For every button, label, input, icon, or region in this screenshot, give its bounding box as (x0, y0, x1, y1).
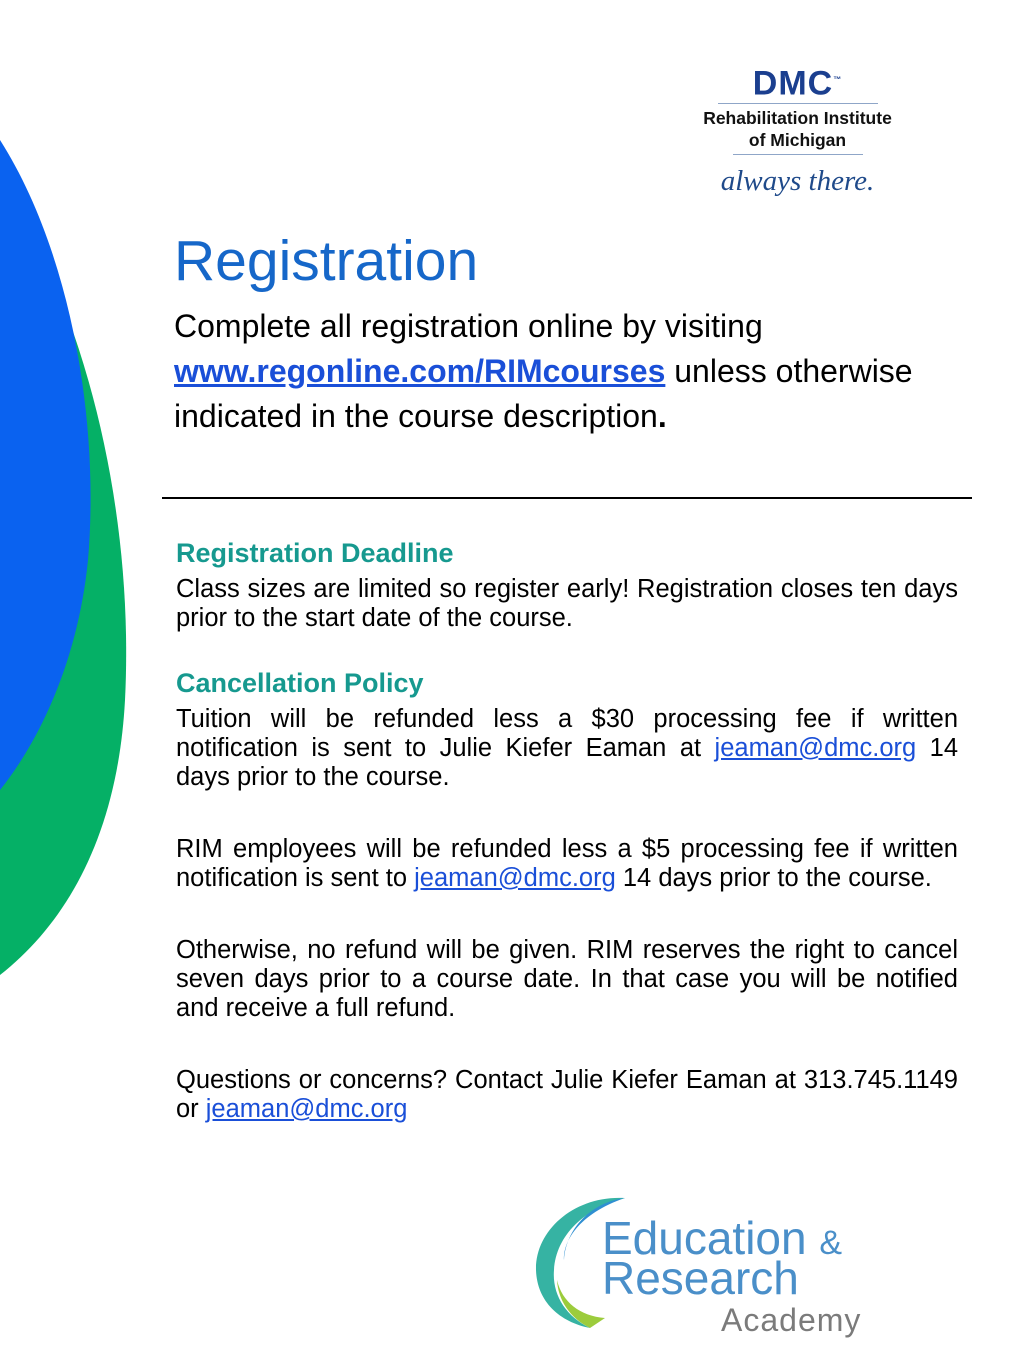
paragraph-text: 14 days prior to the course. (615, 864, 932, 892)
page-title: Registration (174, 229, 479, 293)
email-link[interactable]: jeaman@dmc.org (714, 734, 917, 762)
intro-period: . (657, 398, 667, 434)
logo-line-2: of Michigan (748, 130, 847, 151)
dmc-logo-mark: DMC™ (752, 64, 843, 103)
registration-deadline-heading: Registration Deadline (176, 538, 454, 568)
spacer (176, 792, 958, 835)
paragraph-text: RIM employees will be refunded less a $5 processing fee if written notification is sent to (176, 835, 958, 892)
logo-text-academy: Academy (721, 1302, 862, 1338)
decorative-side-shapes (0, 0, 140, 1000)
cancellation-paragraph-1 (176, 705, 958, 792)
intro-paragraph (174, 304, 954, 439)
registration-link[interactable]: www.regonline.com/RIMcourses (174, 353, 666, 389)
intro-text-end: unless otherwise indicated in the course description (174, 353, 913, 434)
logo-ampersand: & (819, 1224, 843, 1262)
logo-tagline: always there. (720, 165, 875, 198)
logo-line-1: Rehabilitation Institute (703, 108, 892, 129)
spacer (176, 1023, 958, 1066)
email-link[interactable]: jeaman@dmc.org (205, 1095, 408, 1123)
logo-text-education: Education (602, 1212, 807, 1264)
main-content (176, 535, 958, 1124)
paragraph-text: Tuition will be refunded less a $30 processing fee if written notification is sent to Julie Kiefer Eaman at (176, 705, 958, 762)
paragraph-text: 14 days prior to the course. (176, 734, 959, 791)
paragraph-text: Questions or concerns? Contact Julie Kiefer Eaman at 313.745.1149 or (176, 1066, 958, 1123)
intro-text-start: Complete all registration online by visiting (174, 308, 763, 344)
registration-deadline-text: Class sizes are limited so register early! Registration closes ten days prior to the start date of the course. (176, 575, 958, 632)
education-research-academy-logo (530, 1190, 910, 1350)
email-link[interactable]: jeaman@dmc.org (414, 864, 616, 892)
section-divider (162, 497, 972, 499)
dmc-rim-logo (660, 62, 935, 197)
logo-text-research: Research (602, 1252, 799, 1304)
logo-divider (718, 103, 878, 104)
cancellation-paragraph-3: Otherwise, no refund will be given. RIM reserves the right to cancel seven days prior to a course date. In that case you will be notified and receive a full refund. (176, 936, 958, 1022)
logo-divider-2 (733, 154, 863, 155)
spacer (176, 633, 958, 665)
spacer (176, 893, 958, 936)
contact-paragraph (176, 1066, 958, 1124)
cancellation-paragraph-2 (176, 835, 958, 893)
cancellation-policy-heading: Cancellation Policy (176, 668, 424, 698)
